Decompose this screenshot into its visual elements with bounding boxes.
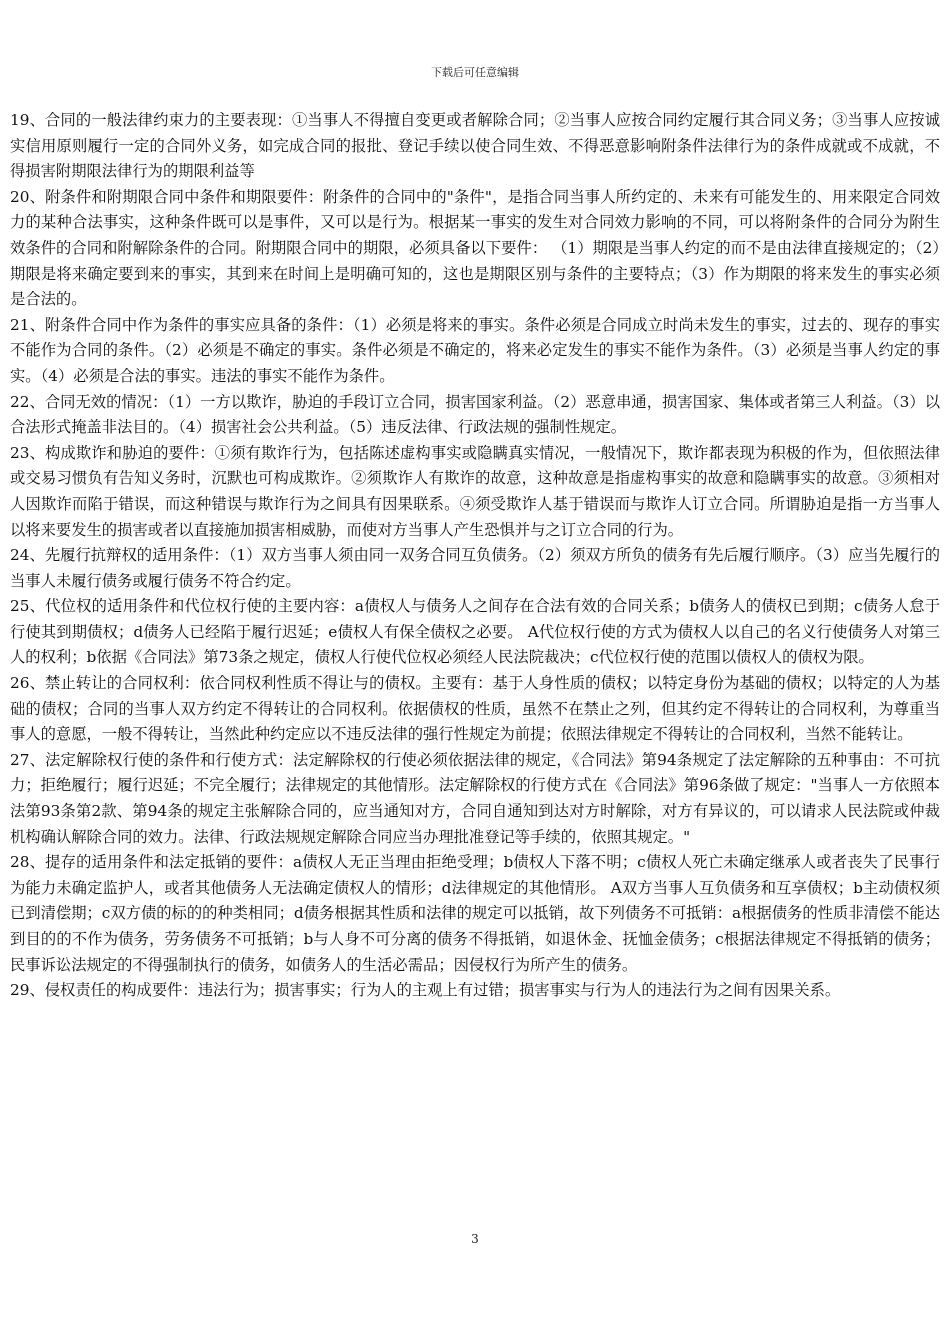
document-body [10, 108, 940, 1004]
page-header: 下载后可任意编辑 [431, 66, 519, 79]
paragraph-22: 22、合同无效的情况：（1）一方以欺诈，胁迫的手段订立合同，损害国家利益。（2）恶意串通，损害国家、集体或者第三人利益。（3）以合法形式掩盖非法目的。（4）损害社会公共利益。（5）违反法律、行政法规的强制性规定。 [10, 392, 940, 437]
page-number: 3 [471, 1232, 479, 1246]
paragraph-20: 20、附条件和附期限合同中条件和期限要件：附条件的合同中的"条件"，是指合同当事人所约定的、未来有可能发生的、用来限定合同效力的某种合法事实，这种条件既可以是事件，又可以是行为。根据某一事实的发生对合同效力影响的不同，可以将附条件的合同分为附生效条件的合同和附解除条件的合同。附期限合同中的期限，必须具备以下要件： （1）期限是当事人约定的而不是由法律直接规定的；（2）期限是将来确定要到来的事实，其到来在时间上是明确可知的，这也是期限区别与条件的主要特点；（3）作为期限的将来发生的事实必须是合法的。 [10, 187, 940, 309]
paragraph-29: 29、侵权责任的构成要件：违法行为；损害事实；行为人的主观上有过错；损害事实与行为人的违法行为之间有因果关系。 [10, 981, 841, 1000]
paragraph-19: 19、合同的一般法律约束力的主要表现：①当事人不得擅自变更或者解除合同；②当事人应按合同约定履行其合同义务；③当事人应按诚实信用原则履行一定的合同外义务，如完成合同的报批、登记手续以使合同生效、不得恶意影响附条件法律行为的条件成就或不成就，不得损害附期限法律行为的期限利益等 [10, 111, 940, 181]
paragraph-25: 25、代位权的适用条件和代位权行使的主要内容：a债权人与债务人之间存在合法有效的合同关系；b债务人的债权已到期；c债务人怠于行使其到期债权；d债务人已经陷于履行迟延；e债权人有保全债权之必要。 A代位权行使的方式为债权人以自己的名义行使债务人对第三人的权利；b依据《合同法》第73条之规定，债权人行使代位权必须经人民法院裁决；c代位权行使的范围以债权人的债权为限。 [10, 597, 940, 667]
paragraph-28: 28、提存的适用条件和法定抵销的要件：a债权人无正当理由拒绝受理；b债权人下落不明；c债权人死亡未确定继承人或者丧失了民事行为能力未确定监护人，或者其他债务人无法确定债权人的情形；d法律规定的其他情形。 A双方当事人互负债务和互享债权；b主动债权须已到清偿期；c双方债的标的的种类相同；d债务根据其性质和法律的规定可以抵销，故下列债务不可抵销：a根据债务的性质非清偿不能达到目的的不作为债务，劳务债务不可抵销；b与人身不可分离的债务不得抵销，如退休金、抚恤金债务；c根据法律规定不得抵销的债务；民事诉讼法规定的不得强制执行的债务，如债务人的生活必需品；因侵权行为所产生的债务。 [10, 853, 940, 974]
paragraph-21: 21、附条件合同中作为条件的事实应具备的条件：（1）必须是将来的事实。条件必须是合同成立时尚未发生的事实，过去的、现存的事实不能作为合同的条件。（2）必须是不确定的事实。条件必须是不确定的，将来必定发生的事实不能作为条件。（3）必须是当事人约定的事实。（4）必须是合法的事实。违法的事实不能作为条件。 [10, 315, 940, 385]
paragraph-26: 26、禁止转让的合同权利：依合同权利性质不得让与的债权。主要有：基于人身性质的债权；以特定身份为基础的债权；以特定的人为基础的债权；合同的当事人双方约定不得转让的合同权利。依据债权的性质，虽然不在禁止之列，但其约定不得转让的合同权利，为尊重当事人的意愿，一般不得转让，当然此种约定应以不违反法律的强行性规定为前提；依照法律规定不得转让的合同权利，当然不能转让。 [10, 674, 940, 744]
paragraph-27: 27、法定解除权行使的条件和行使方式：法定解除权的行使必须依据法律的规定，《合同法》第94条规定了法定解除的五种事由：不可抗力；拒绝履行；履行迟延；不完全履行；法律规定的其他情形。法定解除权的行使方式在《合同法》第96条做了规定："当事人一方依照本法第93条第2款、第94条的规定主张解除合同的，应当通知对方，合同自通知到达对方时解除，对方有异议的，可以请求人民法院或仲裁机构确认解除合同的效力。法律、行政法规规定解除合同应当办理批准登记等手续的，依照其规定。" [10, 750, 940, 846]
paragraph-23: 23、构成欺诈和胁迫的要件：①须有欺诈行为，包括陈述虚构事实或隐瞒真实情况，一般情况下，欺诈都表现为积极的作为，但依照法律或交易习惯负有告知义务时，沉默也可构成欺诈。②须欺诈人有欺诈的故意，这种故意是指虚构事实的故意和隐瞒事实的故意。③须相对人因欺诈而陷于错误，而这种错误与欺诈行为之间具有因果联系。④须受欺诈人基于错误而与欺诈人订立合同。所谓胁迫是指一方当事人以将来要发生的损害或者以直接施加损害相威胁，而使对方当事人产生恐惧并与之订立合同的行为。 [10, 443, 940, 539]
paragraph-24: 24、先履行抗辩权的适用条件：（1）双方当事人须由同一双务合同互负债务。（2）须双方所负的债务有先后履行顺序。（3）应当先履行的当事人未履行债务或履行债务不符合约定。 [10, 546, 940, 590]
